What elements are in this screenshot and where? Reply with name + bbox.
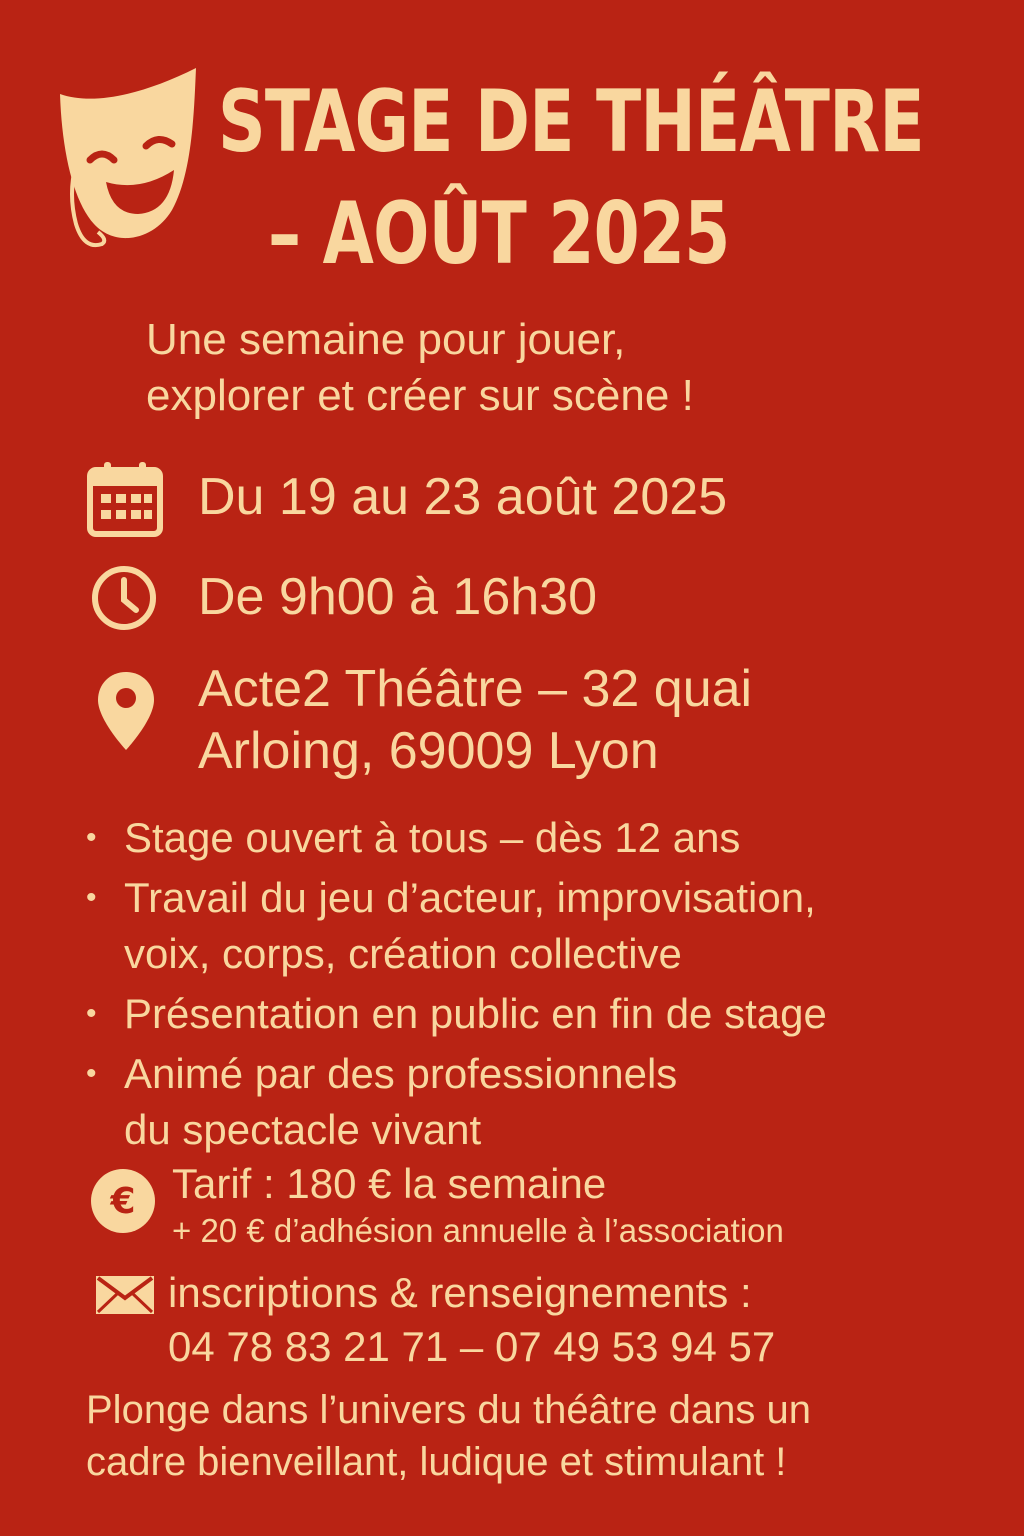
list-item — [86, 986, 1006, 1042]
list-item — [86, 810, 1006, 866]
list-item — [86, 1046, 1006, 1158]
list-item-line: Présentation en public en fin de stage — [124, 990, 827, 1037]
envelope-icon — [96, 1276, 154, 1314]
subtitle-line-1: Une semaine pour jouer, — [146, 315, 626, 364]
subtitle — [146, 312, 966, 424]
feature-list — [86, 810, 1006, 1162]
closing-text — [86, 1384, 1006, 1488]
date-text: Du 19 au 23 août 2025 — [198, 468, 728, 526]
bullet-dot: • — [86, 1057, 97, 1090]
contact-phones[interactable]: 04 78 83 21 71 – 07 49 53 94 57 — [168, 1323, 776, 1370]
list-item-line: Travail du jeu d’acteur, improvisation, — [124, 874, 816, 921]
list-item-line: voix, corps, création collective — [124, 930, 682, 977]
svg-text:€: € — [110, 1181, 136, 1222]
bullet-dot: • — [86, 997, 97, 1030]
list-item-line: Stage ouvert à tous – dès 12 ans — [124, 814, 741, 861]
location-line-2: Arloing, 69009 Lyon — [198, 722, 659, 780]
price-sub: + 20 € d’adhésion annuelle à l’association — [172, 1212, 784, 1249]
bullet-dot: • — [86, 821, 97, 854]
closing-line-1: Plonge dans l’univers du théâtre dans un — [86, 1388, 811, 1432]
contact-label: inscriptions & renseignements : — [168, 1269, 752, 1316]
contact-block — [168, 1266, 775, 1374]
bullet-dot: • — [86, 881, 97, 914]
title-line-1: STAGE DE THÉÂTRE — [218, 72, 924, 172]
subtitle-line-2: explorer et créer sur scène ! — [146, 371, 694, 420]
title-line-2: – AOÛT 2025 — [268, 184, 730, 284]
list-item-line: Animé par des professionnels — [124, 1050, 678, 1097]
theater-mask-icon — [54, 64, 204, 258]
list-item — [86, 870, 1006, 982]
closing-line-2: cadre bienveillant, ludique et stimulant ! — [86, 1440, 787, 1484]
time-text: De 9h00 à 16h30 — [198, 568, 598, 626]
calendar-icon — [86, 460, 164, 538]
location-pin-icon — [96, 670, 156, 752]
location-line-1: Acte2 Théâtre – 32 quai — [198, 660, 753, 718]
euro-icon — [90, 1168, 156, 1234]
price-main: Tarif : 180 € la semaine — [172, 1160, 607, 1207]
clock-icon — [90, 564, 158, 632]
location-text — [198, 658, 752, 782]
list-item-line: du spectacle vivant — [124, 1106, 482, 1153]
